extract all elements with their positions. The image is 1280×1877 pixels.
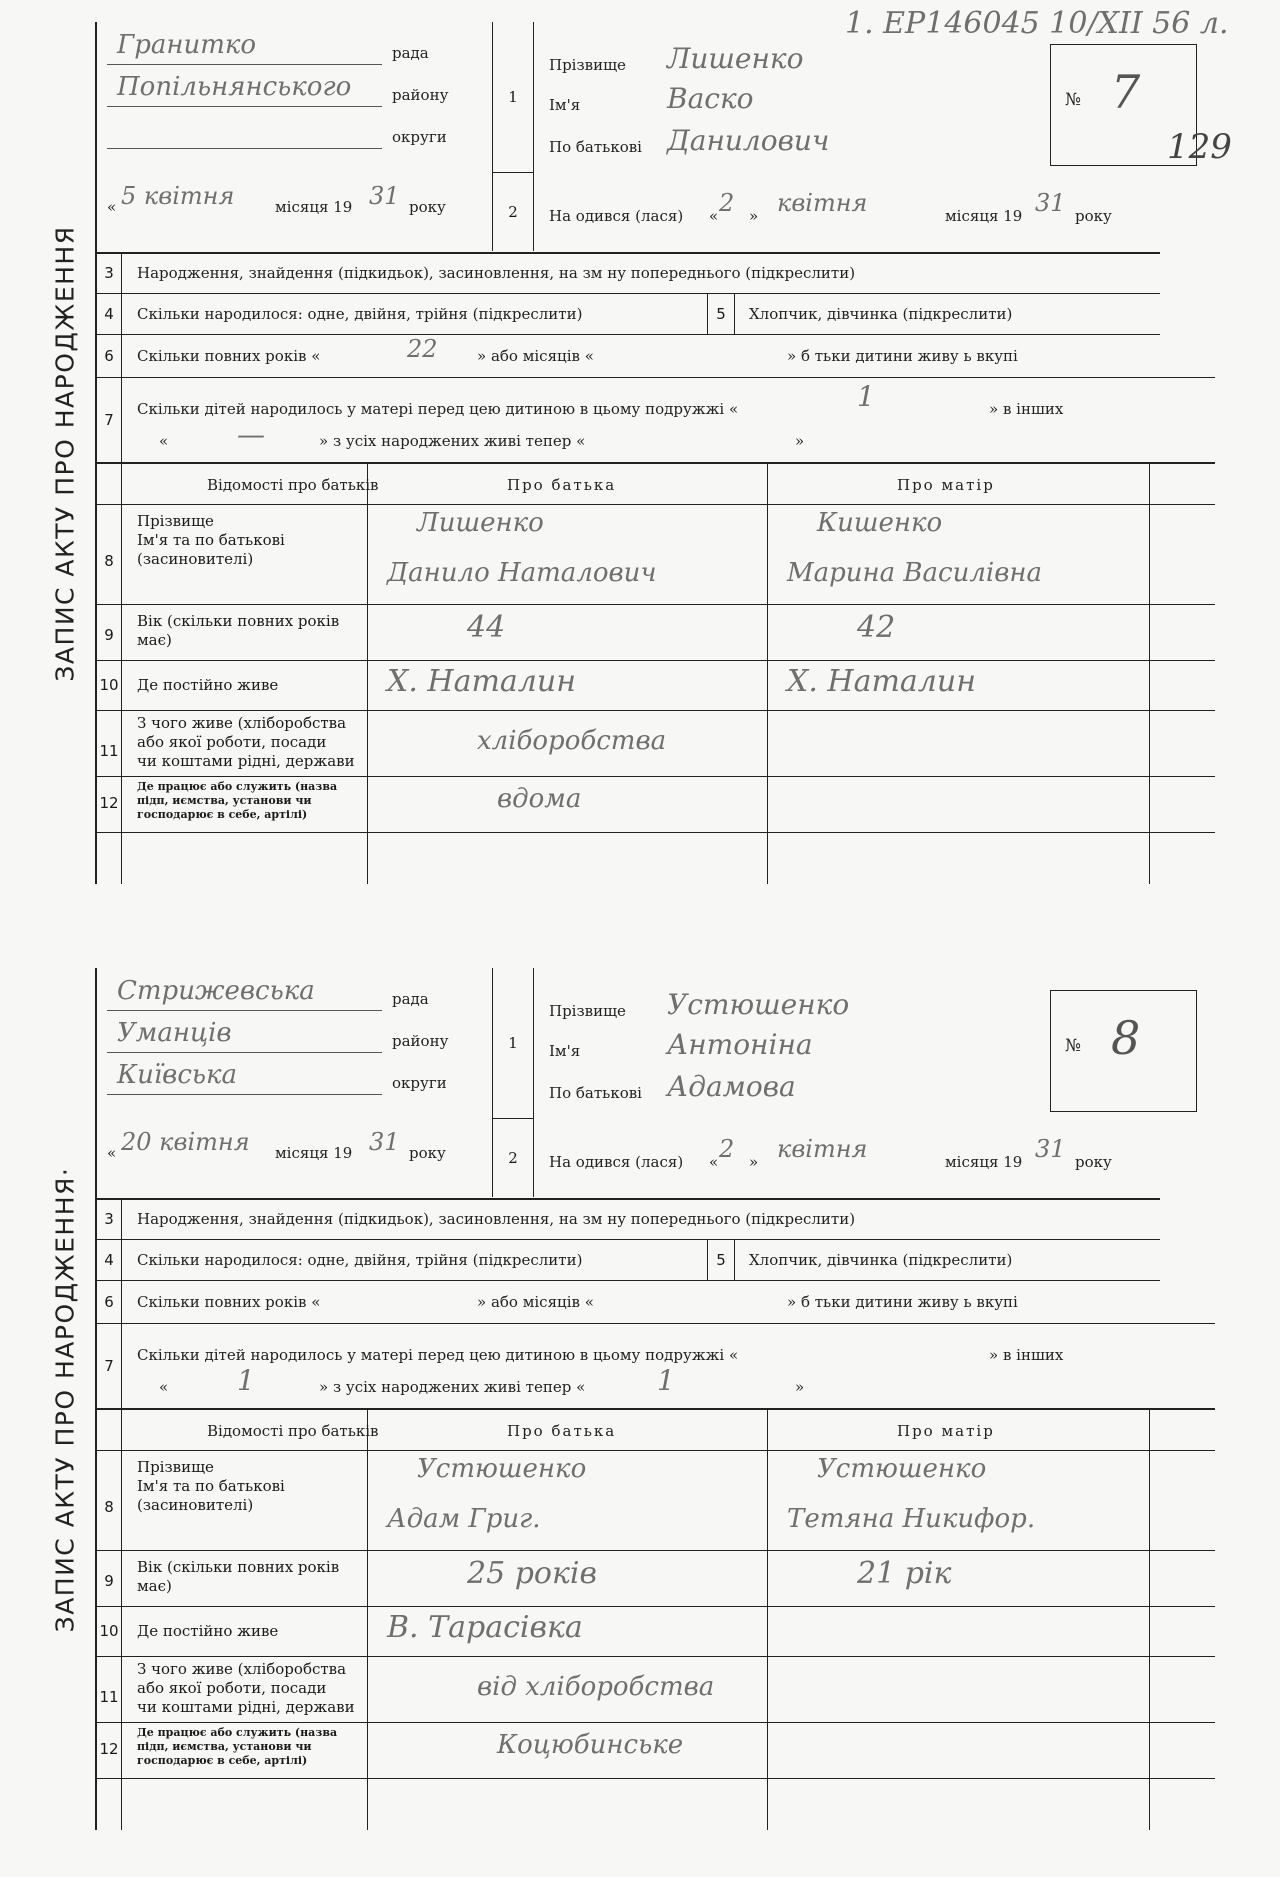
registration-year-label: року (409, 1144, 446, 1162)
patronymic-row (537, 126, 1097, 166)
surname-row (537, 990, 1097, 1030)
row-11-label: З чого живе (хліборобства або якої роботи, посади чи коштами рідні, держави (137, 714, 355, 770)
birth-year-label: року (1075, 207, 1112, 225)
given-name-row (537, 1030, 1097, 1070)
father-workplace-value: вдома (497, 784, 582, 814)
row-7-value-3: 1 (657, 1364, 675, 1397)
row-10-label: Де постійно живе (137, 1622, 279, 1640)
row-4-label: Скільки народилося: одне, двійня, трійня (підкреслити) (137, 305, 583, 323)
record-form (95, 22, 1232, 884)
row-6-label-c: » б тьки дитини живу ь вкупі (787, 347, 1018, 365)
birth-month-label: місяця 19 (945, 1153, 1023, 1171)
page-archive-note: 1. ЕР146045 10/XII 56 л. (845, 6, 1229, 41)
okrug-value: Київська (117, 1060, 238, 1090)
birth-day-value: 2 (719, 189, 735, 217)
row-5-label: Хлопчик, дівчинка (підкреслити) (749, 1251, 1013, 1269)
row-9-label: Вік (скільки повних років має) (137, 1558, 340, 1595)
row-8-label: Прізвище Ім'я та по батькові (засиновителі) (137, 512, 285, 568)
patronymic-value: Адамова (667, 1070, 796, 1103)
mother-age-value: 42 (857, 610, 896, 645)
row-6-label-b: » або місяців « (477, 1293, 594, 1311)
record-number-box (1050, 990, 1197, 1112)
row-6-label-a: Скільки повних років « (137, 347, 321, 365)
birth-month-value: квітня (777, 1135, 868, 1163)
registration-date-value: 5 квітня (121, 182, 235, 210)
district-label: району (392, 86, 449, 104)
row-7-label-d: » з усіх народжених живі тепер « (319, 1378, 586, 1396)
district-label: району (392, 1032, 449, 1050)
row-3-event-type: 3 Народження, знайдення (підкидьок), засиновлення, на зм ну попереднього (підкреслити) (97, 1199, 1160, 1239)
row-7-label-b: » в інших (989, 1346, 1064, 1364)
record-number-value: 7 (1111, 65, 1141, 119)
mother-name-value: Тетяна Никифор. (787, 1504, 1036, 1534)
birth-day-value: 2 (719, 1135, 735, 1163)
margin-number: 129 (1167, 127, 1232, 167)
father-surname-value: Устюшенко (417, 1454, 587, 1484)
row-7-value-2: — (237, 418, 265, 451)
mother-surname-value: Устюшенко (817, 1454, 987, 1484)
row-7-label-e: » (795, 432, 805, 450)
registration-year-value: 31 (369, 1128, 400, 1156)
birth-record-1 (35, 22, 1232, 884)
row-12-label: Де працює або служить (назва підп, иємства, установи чи господарює в себе, артілі) (137, 780, 338, 821)
row-7-value-1: 1 (857, 380, 875, 413)
district-value: Попільнянського (117, 72, 352, 102)
surname-value: Устюшенко (667, 988, 850, 1021)
row-3-label: Народження, знайдення (підкидьок), засиновлення, на зм ну попереднього (підкреслити) (137, 1210, 856, 1228)
registration-date-field: « 5 квітня місяця 19 31 року (107, 182, 446, 216)
father-name-value: Адам Григ. (387, 1504, 541, 1534)
birth-year-label: року (1075, 1153, 1112, 1171)
registration-date-value: 20 квітня (121, 1128, 250, 1156)
village-council-value: Гранитко (117, 30, 257, 60)
surname-label: Прізвище (549, 56, 626, 74)
given-name-value: Васко (667, 82, 754, 115)
okrug-label: округи (392, 128, 447, 146)
patronymic-row (537, 1072, 1097, 1112)
birth-month-label: місяця 19 (945, 207, 1023, 225)
mother-surname-value: Кишенко (817, 508, 943, 538)
okrug-field (107, 114, 482, 154)
mother-age-value: 21 рік (857, 1556, 952, 1591)
mother-residence-value: Х. Наталин (787, 664, 976, 699)
father-occupation-value: від хліборобства (477, 1672, 715, 1702)
given-name-label: Ім'я (549, 1042, 581, 1060)
row-7-label-c: « (159, 1378, 169, 1396)
birth-label: На одився (лася) (549, 207, 684, 225)
father-surname-value: Лишенко (417, 508, 544, 538)
record-form (95, 968, 1215, 1830)
mother-header: Про матір (897, 476, 995, 494)
row-6-label-c: » б тьки дитини живу ь вкупі (787, 1293, 1018, 1311)
row-6-age: 6 Скільки повних років « 22 » або місяців « » б тьки дитини живу ь вкупі (97, 335, 1160, 377)
village-council-field (107, 30, 482, 70)
row-7-children: 7 Скільки дітей народилось у матері перед цею дитиною в цьому подружжі « 1 » в інших « — » з усіх народжених живі тепер « » (97, 378, 1215, 462)
birth-label: На одився (лася) (549, 1153, 684, 1171)
registration-date-field: « 20 квітня місяця 19 31 року (107, 1128, 446, 1162)
row-7-children: 7 Скільки дітей народилось у матері перед цею дитиною в цьому подружжі « » в інших « 1 » з усіх народжених живі тепер « 1 » (97, 1324, 1215, 1408)
registration-month-label: місяця 19 (275, 198, 353, 216)
row-4-5-count-sex: 4 Скільки народилося: одне, двійня, трійня (підкреслити) 5 Хлопчик, дівчинка (підкреслити) (97, 1240, 1160, 1280)
section-number-2: 2 (492, 172, 534, 251)
village-council-label: рада (392, 990, 429, 1008)
registration-year-value: 31 (369, 182, 400, 210)
row-7-label-a: Скільки дітей народилось у матері перед цею дитиною в цьому подружжі « (137, 1346, 739, 1364)
row-7-label-d: » з усіх народжених живі тепер « (319, 432, 586, 450)
village-council-label: рада (392, 44, 429, 62)
row-6-label-b: » або місяців « (477, 347, 594, 365)
birth-date-field: На одився (лася) « 2 » квітня місяця 19 31 року (549, 1135, 1112, 1171)
patronymic-value: Данилович (667, 124, 830, 157)
row-8-label: Прізвище Ім'я та по батькові (засиновителі) (137, 1458, 285, 1514)
given-name-row (537, 84, 1097, 124)
parents-header: Відомості про батьків (207, 1422, 379, 1440)
record-header-block (97, 22, 1232, 252)
row-11-label: З чого живе (хліборобства або якої роботи, посади чи коштами рідні, держави (137, 1660, 355, 1716)
side-title: ЗАПИС АКТУ ПРО НАРОДЖЕННЯ· (50, 1166, 80, 1632)
row-9-label: Вік (скільки повних років має) (137, 612, 340, 649)
given-name-label: Ім'я (549, 96, 581, 114)
father-header: Про батька (507, 476, 617, 494)
row-12-label: Де працює або служить (назва підп, иємства, установи чи господарює в себе, артілі) (137, 1726, 338, 1767)
father-age-value: 44 (467, 610, 506, 645)
row-3-label: Народження, знайдення (підкидьок), засиновлення, на зм ну попереднього (підкреслити) (137, 264, 856, 282)
father-occupation-value: хліборобства (477, 726, 667, 756)
registration-year-label: року (409, 198, 446, 216)
birth-year-value: 31 (1035, 1135, 1066, 1163)
mother-header: Про матір (897, 1422, 995, 1440)
section-number-1: 1 (492, 968, 534, 1118)
record-number-label: № (1065, 90, 1082, 110)
given-name-value: Антоніна (667, 1028, 813, 1061)
district-value: Уманців (117, 1018, 232, 1048)
surname-row (537, 44, 1097, 84)
district-field (107, 72, 482, 112)
okrug-field (107, 1060, 482, 1100)
row-7-value-2: 1 (237, 1364, 255, 1397)
parents-table: Відомості про батьків Про батька Про матір 8 Прізвище Ім'я та по батькові (засиновителі) Устюшенко Адам Григ. Устюшенко Тетяна Никифор. 9 Вік (скільки повних років має) 25 років 21 рік 10 Де постійно живе В. Тарасівка 11 З чого живе (хліборобства або якої роботи, посади чи коштами рідні, держави від хліборобства 12 Де працює або служить (назва підп, иємства, установи чи господарює в себе, артілі) Коцюбинське (97, 1410, 1215, 1830)
birth-month-value: квітня (777, 189, 868, 217)
row-10-label: Де постійно живе (137, 676, 279, 694)
row-6-label-a: Скільки повних років « (137, 1293, 321, 1311)
row-7-label-c: « (159, 432, 169, 450)
birth-year-value: 31 (1035, 189, 1066, 217)
registration-month-label: місяця 19 (275, 1144, 353, 1162)
row-7-label-b: » в інших (989, 400, 1064, 418)
district-field (107, 1018, 482, 1058)
row-4-5-count-sex: 4 Скільки народилося: одне, двійня, трійня (підкреслити) 5 Хлопчик, дівчинка (підкреслити) (97, 294, 1160, 334)
row-4-label: Скільки народилося: одне, двійня, трійня (підкреслити) (137, 1251, 583, 1269)
father-workplace-value: Коцюбинське (497, 1730, 684, 1760)
parents-table: Відомості про батьків Про батька Про матір 8 Прізвище Ім'я та по батькові (засиновителі) Лишенко Данило Наталович Кишенко Марина Василівна 9 Вік (скільки повних років має) 44 42 10 Де постійно живе Х. Наталин Х. Наталин 11 З чого живе (хліборобства або якої роботи, посади чи коштами рідні, держави хліборобства 12 Де працює або служить (назва підп, иємства, установи чи господарює в себе, артілі) вдома (97, 464, 1215, 884)
record-number-label: № (1065, 1036, 1082, 1056)
father-residence-value: В. Тарасівка (387, 1610, 583, 1645)
birth-record-2 (35, 968, 1215, 1830)
row-6-value: 22 (407, 335, 438, 363)
record-number-value: 8 (1111, 1011, 1141, 1065)
record-side-title (35, 22, 95, 884)
mother-name-value: Марина Василівна (787, 558, 1042, 588)
section-number-2: 2 (492, 1118, 534, 1197)
father-header: Про батька (507, 1422, 617, 1440)
row-6-age: 6 Скільки повних років « » або місяців « » б тьки дитини живу ь вкупі (97, 1281, 1160, 1323)
father-name-value: Данило Наталович (387, 558, 657, 588)
village-council-value: Стрижевська (117, 976, 315, 1006)
parents-header: Відомості про батьків (207, 476, 379, 494)
row-7-label-a: Скільки дітей народилось у матері перед цею дитиною в цьому подружжі « (137, 400, 739, 418)
okrug-label: округи (392, 1074, 447, 1092)
father-age-value: 25 років (467, 1556, 597, 1591)
patronymic-label: По батькові (549, 1084, 642, 1102)
row-5-label: Хлопчик, дівчинка (підкреслити) (749, 305, 1013, 323)
surname-value: Лишенко (667, 42, 804, 75)
father-residence-value: Х. Наталин (387, 664, 576, 699)
surname-label: Прізвище (549, 1002, 626, 1020)
side-title: ЗАПИС АКТУ ПРО НАРОДЖЕННЯ (50, 224, 80, 682)
row-7-label-e: » (795, 1378, 805, 1396)
row-3-event-type: 3 Народження, знайдення (підкидьок), засиновлення, на зм ну попереднього (підкреслити) (97, 253, 1160, 293)
section-number-1: 1 (492, 22, 534, 172)
record-side-title (35, 968, 95, 1830)
record-header-block (97, 968, 1215, 1198)
village-council-field (107, 976, 482, 1016)
patronymic-label: По батькові (549, 138, 642, 156)
birth-date-field: На одився (лася) « 2 » квітня місяця 19 31 року (549, 189, 1112, 225)
